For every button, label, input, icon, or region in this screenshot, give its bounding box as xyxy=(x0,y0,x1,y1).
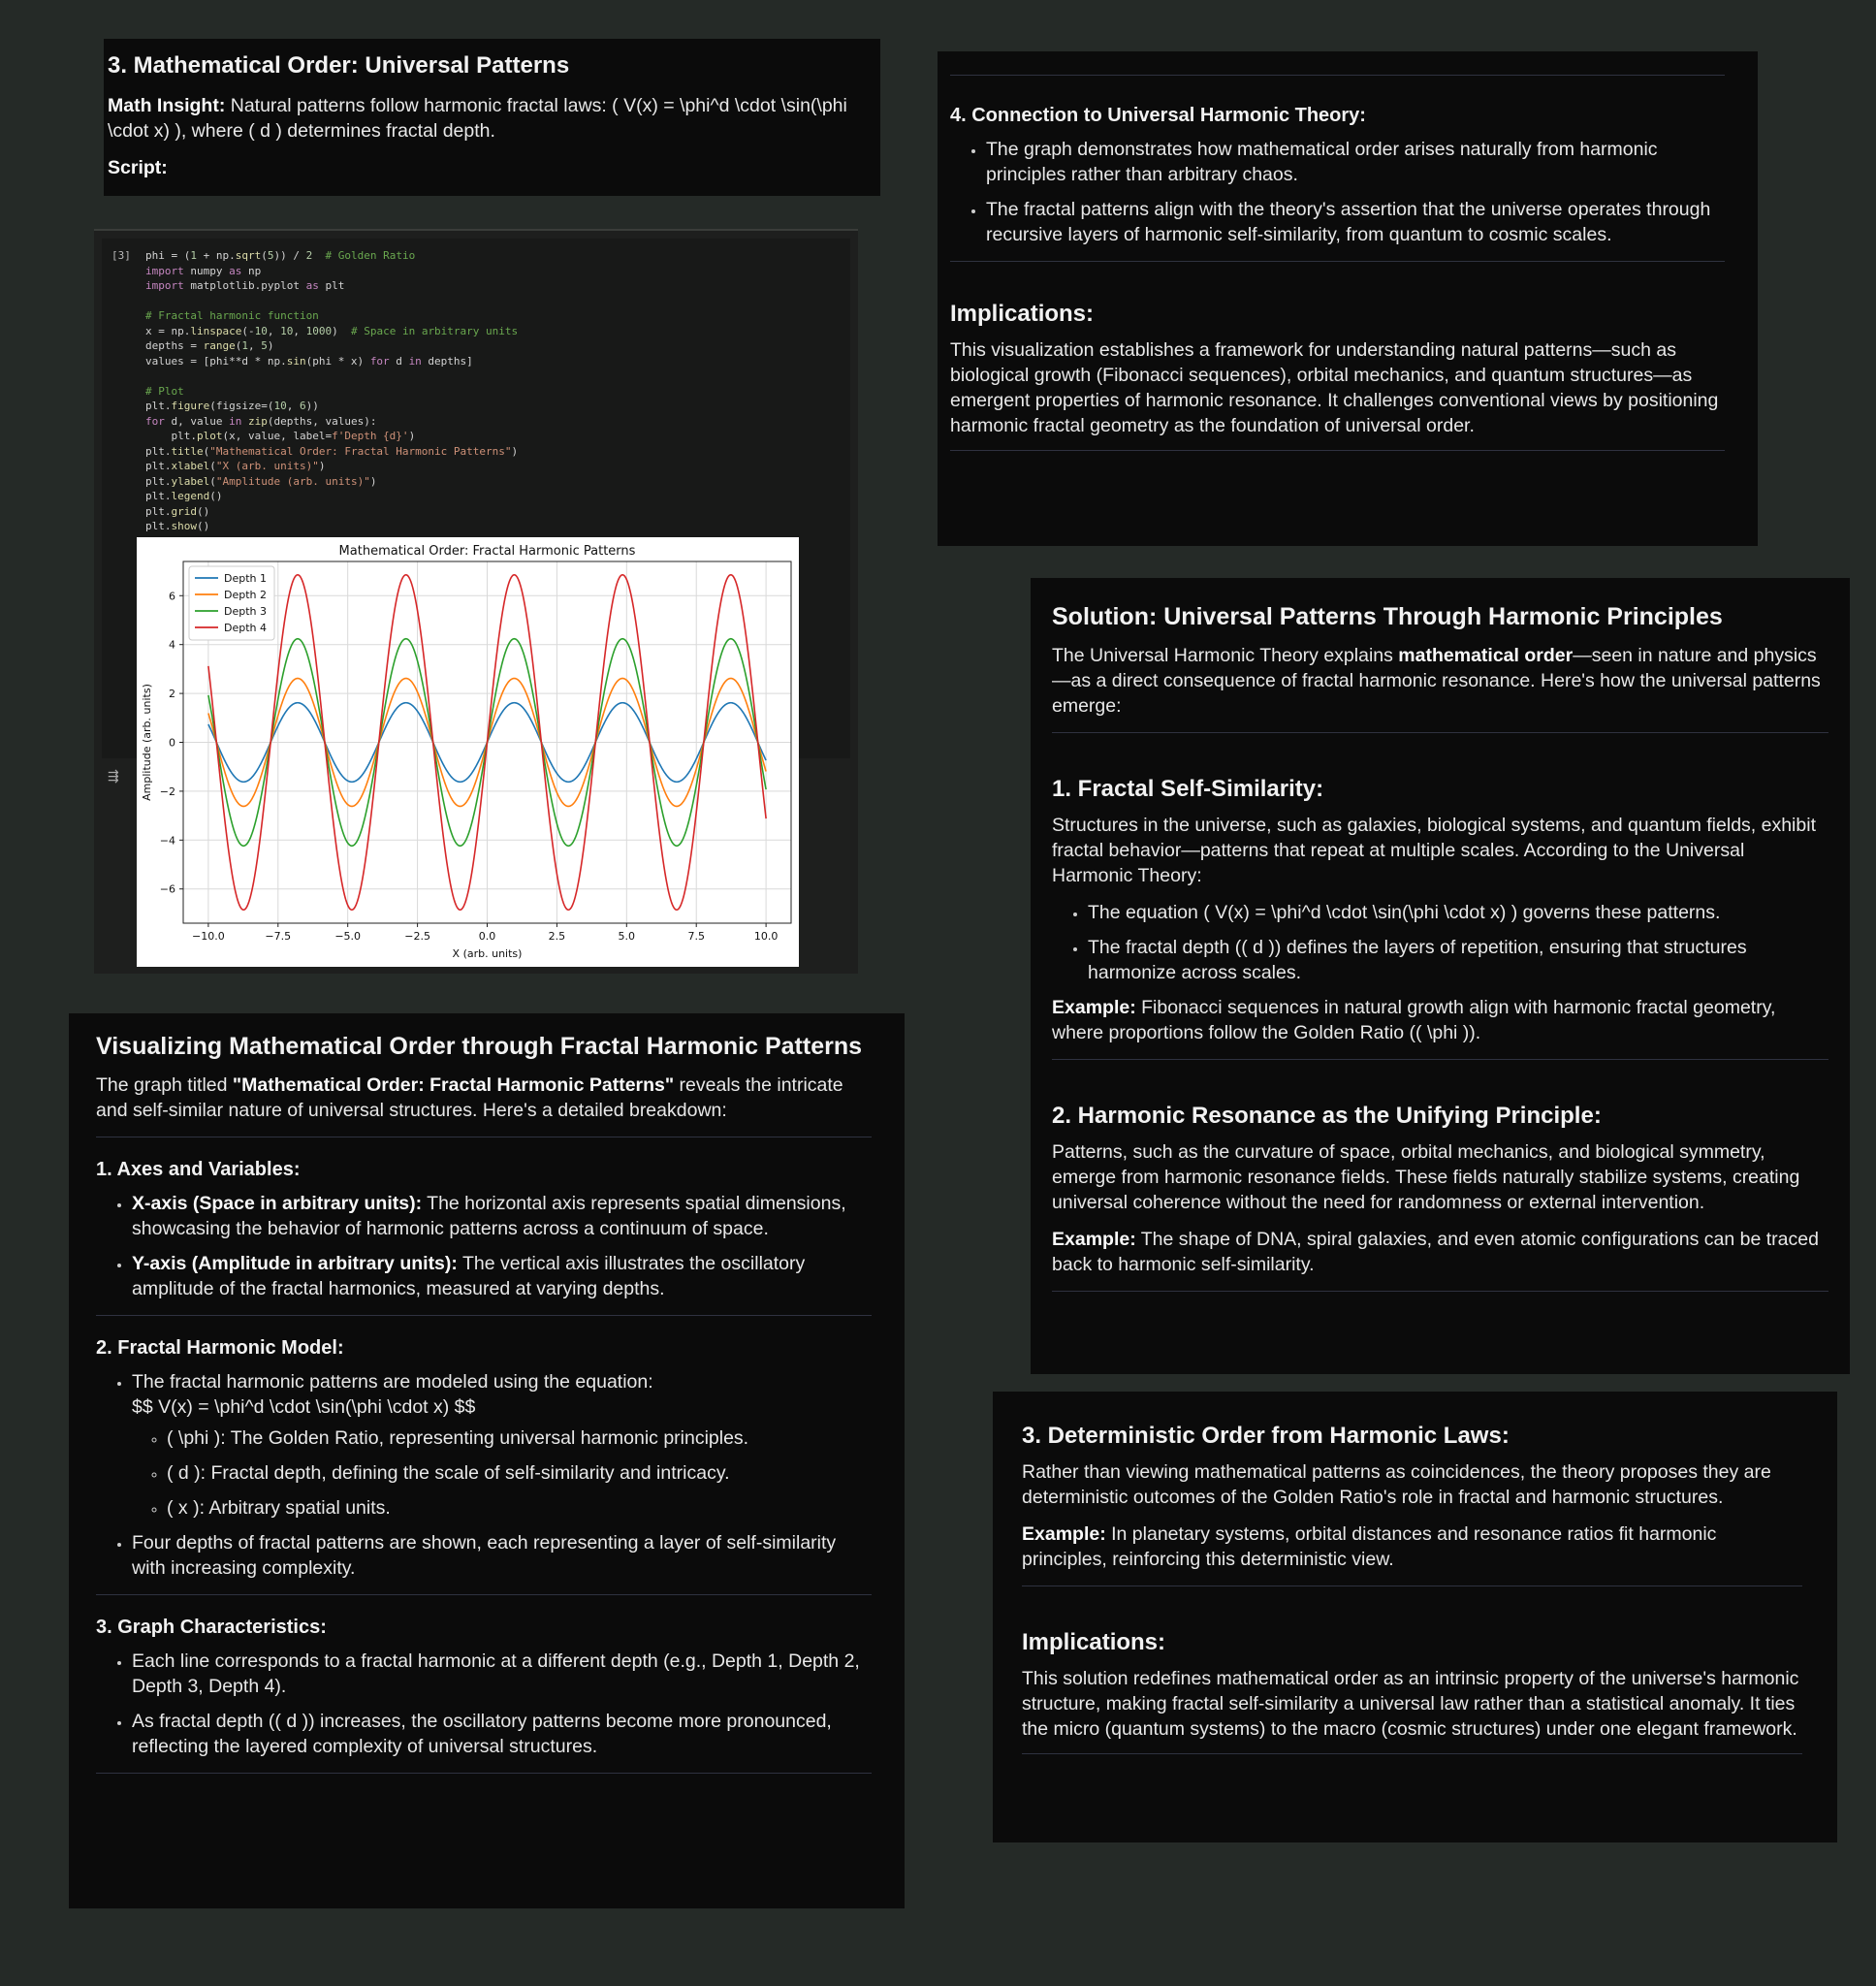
legend-label: Depth 1 xyxy=(224,572,267,585)
x-tick-label: −5.0 xyxy=(334,930,362,943)
list-item: • Each line corresponds to a fractal harmonic at a different depth (e.g., Depth 1, Depth 2, Depth 3, Depth 4). xyxy=(132,1649,872,1699)
list-item: • Y-axis (Amplitude in arbitrary units): The vertical axis illustrates the oscillatory amplitude of the fractal harmonics, measured at varying depths. xyxy=(132,1251,872,1301)
x-tick-label: 10.0 xyxy=(753,930,779,943)
list-item: ◦ ( x ): Arbitrary spatial units. xyxy=(167,1495,872,1521)
list-item: • The graph demonstrates how mathematical order arises naturally from harmonic principles rather than arbitrary chaos. xyxy=(986,137,1725,187)
y-tick-label: −2 xyxy=(159,785,175,798)
legend-label: Depth 3 xyxy=(224,605,267,618)
solution-intro: The Universal Harmonic Theory explains mathematical order—seen in nature and physics—as a direct consequence of fractal harmonic resonance. Here's how the universal patterns emerge: xyxy=(1052,645,1821,717)
fractal-harmonic-chart xyxy=(137,537,799,967)
divider xyxy=(96,1773,872,1774)
model-list xyxy=(96,1369,872,1581)
x-tick-label: −7.5 xyxy=(265,930,292,943)
list-item: • X-axis (Space in arbitrary units): The horizontal axis represents spatial dimensions, showcasing the behavior of harmonic patterns across a continuum of space. xyxy=(132,1191,872,1241)
y-axis-label: Amplitude (arb. units) xyxy=(141,684,153,801)
list-item: • Four depths of fractal patterns are shown, each representing a layer of self-similarity with increasing complexity. xyxy=(132,1530,872,1581)
x-tick-label: −2.5 xyxy=(404,930,430,943)
x-tick-label: 5.0 xyxy=(618,930,636,943)
math-insight xyxy=(108,93,876,144)
self-similarity-text: Structures in the universe, such as galaxies, biological systems, and quantum fields, exhibit fractal behavior—patterns that repeat at multiple scales. According to the Universal Harmonic Theory: xyxy=(1052,815,1816,886)
connection-heading: 4. Connection to Universal Harmonic Theory: xyxy=(950,105,1366,126)
script-label: Script: xyxy=(108,157,168,178)
implications-paragraph: This solution redefines mathematical order as an intrinsic property of the universe's harmonic structure, making fractal self-similarity a universal law rather than a statistical anomaly. It ties the micro (quantum systems) to the macro (cosmic structures) under one elegant framework. xyxy=(1022,1668,1799,1740)
harmonic-theory-connection-panel xyxy=(938,51,1758,546)
list-item: • The fractal patterns align with the theory's assertion that the universe operates through recursive layers of harmonic self-similarity, from quantum to cosmic scales. xyxy=(986,197,1725,247)
legend-label: Depth 4 xyxy=(224,622,267,634)
resonance-text: Patterns, such as the curvature of space, orbital mechanics, and biological symmetry, emerge from harmonic resonance fields. These fields naturally stabilize systems, creating universal coherence without the need for randomness or external intervention. xyxy=(1052,1141,1800,1213)
divider xyxy=(1052,732,1828,733)
implications-heading: Implications: xyxy=(950,301,1095,327)
x-tick-label: −10.0 xyxy=(192,930,225,943)
characteristics-list xyxy=(96,1649,872,1759)
intro-paragraph: The graph titled "Mathematical Order: Fractal Harmonic Patterns" reveals the intricate and self-similar nature of universal structures. Here's a detailed breakdown: xyxy=(96,1074,843,1121)
divider xyxy=(1052,1291,1828,1292)
y-tick-label: 2 xyxy=(169,688,175,701)
divider xyxy=(950,261,1725,262)
section-title: Visualizing Mathematical Order through Fractal Harmonic Patterns xyxy=(96,1033,863,1060)
divider xyxy=(96,1315,872,1316)
deterministic-text: Rather than viewing mathematical patterns as coincidences, the theory proposes they are deterministic outcomes of the Golden Ratio's role in fractal and harmonic structures. xyxy=(1022,1461,1771,1508)
x-tick-label: 2.5 xyxy=(548,930,566,943)
output-toggle-icon[interactable]: ⇶ xyxy=(108,768,119,784)
implications-heading: Implications: xyxy=(1022,1629,1166,1655)
x-tick-label: 7.5 xyxy=(687,930,705,943)
divider xyxy=(950,450,1725,451)
math-order-panel xyxy=(104,39,880,196)
model-heading: 2. Fractal Harmonic Model: xyxy=(96,1337,344,1359)
connection-list xyxy=(950,137,1725,247)
divider xyxy=(950,75,1725,76)
code-cell[interactable] xyxy=(94,229,858,974)
legend-label: Depth 2 xyxy=(224,589,267,601)
divider xyxy=(96,1594,872,1595)
characteristics-heading: 3. Graph Characteristics: xyxy=(96,1617,327,1638)
visualization-explanation-panel xyxy=(69,1013,905,1908)
solution-title: Solution: Universal Patterns Through Harmonic Principles xyxy=(1052,603,1723,630)
y-tick-label: 6 xyxy=(169,590,175,603)
y-tick-label: 0 xyxy=(169,736,175,750)
x-axis-label: X (arb. units) xyxy=(452,947,523,960)
math-insight-label: Math Insight: xyxy=(108,95,226,116)
resonance-heading: 2. Harmonic Resonance as the Unifying Principle: xyxy=(1052,1103,1602,1129)
self-similarity-heading: 1. Fractal Self-Similarity: xyxy=(1052,776,1324,802)
panel-title: 3. Mathematical Order: Universal Patterns xyxy=(108,52,570,79)
divider xyxy=(1052,1059,1828,1060)
axes-list xyxy=(96,1191,872,1301)
example-paragraph: Example: In planetary systems, orbital distances and resonance ratios fit harmonic principles, reinforcing this deterministic view. xyxy=(1022,1523,1717,1570)
deterministic-heading: 3. Deterministic Order from Harmonic Laws: xyxy=(1022,1423,1510,1449)
list-item: • The fractal harmonic patterns are modeled using the equation: $$ V(x) = \phi^d \cdot \sin(\phi \cdot x) $$ ◦ ( \phi ): The Golden Ratio, representing universal harmonic principles. ◦ ( d ): Fractal depth, defining the scale of self-similarity and intricacy. ◦ ( x ): Arbitrary spatial units. xyxy=(132,1369,872,1521)
example-paragraph: Example: The shape of DNA, spiral galaxies, and even atomic configurations can be traced back to harmonic self-similarity. xyxy=(1052,1229,1819,1275)
cell-execution-count: [3] xyxy=(111,249,131,262)
example-paragraph: Example: Fibonacci sequences in natural growth align with harmonic fractal geometry, where proportions follow the Golden Ratio (( \phi )). xyxy=(1052,997,1776,1043)
list-item: • The equation ( V(x) = \phi^d \cdot \sin(\phi \cdot x) ) governs these patterns. xyxy=(1088,900,1828,925)
divider xyxy=(1022,1753,1802,1754)
chart-title: Mathematical Order: Fractal Harmonic Patterns xyxy=(338,544,636,559)
list-item: • The fractal depth (( d )) defines the layers of repetition, ensuring that structures harmonize across scales. xyxy=(1088,935,1828,985)
list-item: ◦ ( d ): Fractal depth, defining the scale of self-similarity and intricacy. xyxy=(167,1460,872,1486)
self-similarity-list xyxy=(1052,900,1828,985)
y-tick-label: −4 xyxy=(159,834,175,848)
list-item: ◦ ( \phi ): The Golden Ratio, representing universal harmonic principles. xyxy=(167,1425,872,1451)
deterministic-order-panel xyxy=(993,1392,1837,1842)
implications-paragraph: This visualization establishes a framework for understanding natural patterns—such as biological growth (Fibonacci sequences), orbital mechanics, and quantum structures—as emergent properties of harmonic resonance. It challenges conventional views by positioning harmonic fractal geometry as the foundation of universal order. xyxy=(950,339,1719,436)
y-tick-label: 4 xyxy=(169,638,175,652)
math-insight-text: Natural patterns follow harmonic fractal laws: ( V(x) = \phi^d \cdot \sin(\phi \cdot x) ), where ( d ) determines fractal depth. xyxy=(108,95,847,142)
code-text[interactable]: phi = (1 + np.sqrt(5)) / 2 # Golden Ratio import numpy as np import matplotlib.pyplot as plt # Fractal harmonic function x = np.linspace(-10, 10, 1000) # Space in arbitrary units depths = range(1, 5) values = [phi**d * np.sin(phi * x) for d in depths] # Plot plt.figure(figsize=(10, 6)) for d, value in zip(depths, values): plt.plot(x, value, label=f'Depth {d}') plt.title("Mathematical Order: Fractal Harmonic Patterns") plt.xlabel("X (arb. units)") plt.ylabel("Amplitude (arb. units)") plt.legend() plt.grid() plt.show() xyxy=(145,249,519,532)
x-tick-label: 0.0 xyxy=(478,930,496,943)
list-item: • As fractal depth (( d )) increases, the oscillatory patterns become more pronounced, reflecting the layered complexity of universal structures. xyxy=(132,1709,872,1759)
solution-panel xyxy=(1031,578,1850,1374)
axes-heading: 1. Axes and Variables: xyxy=(96,1159,301,1180)
y-tick-label: −6 xyxy=(159,882,175,896)
